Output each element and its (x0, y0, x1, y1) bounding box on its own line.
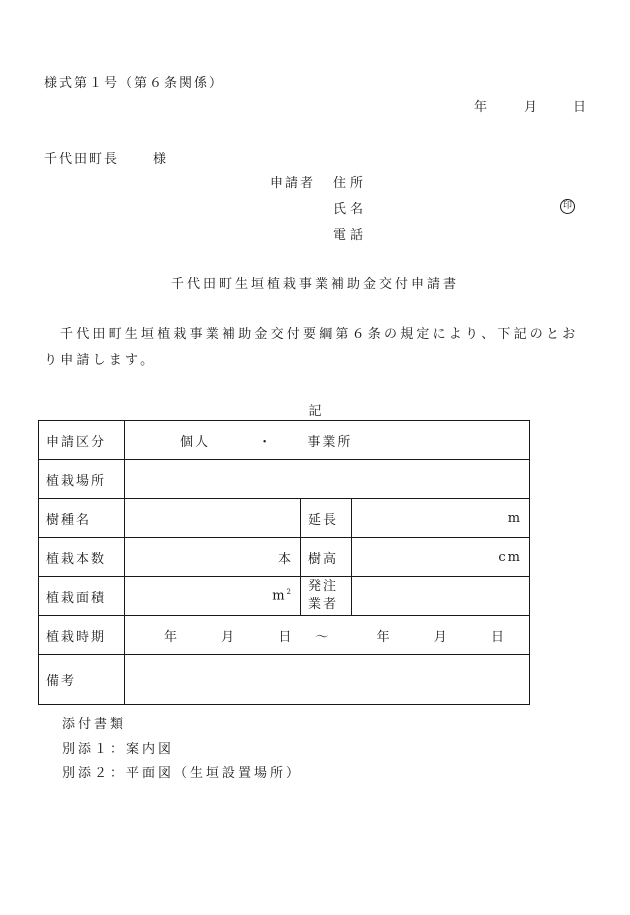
ki-heading: 記 (308, 404, 322, 419)
attachments-heading: 添付書類 (62, 717, 127, 732)
count-label: 植栽本数 (39, 538, 125, 577)
category-option-business[interactable]: 事業所 (307, 434, 353, 450)
area-unit-sup: 2 (286, 588, 293, 597)
category-option-individual[interactable]: 個人 (180, 434, 211, 450)
location-field[interactable] (125, 460, 530, 499)
row-period (39, 616, 530, 655)
body-text: 千代田町生垣植栽事業補助金交付要綱第６条の規定により、下記のとおり申請します。 (44, 327, 579, 368)
contractor-label (301, 577, 352, 616)
period-end-year: 年 (376, 629, 392, 645)
document-title: 千代田町生垣植栽事業補助金交付申請書 (170, 277, 459, 292)
count-field[interactable] (125, 538, 301, 577)
remarks-label: 備考 (39, 655, 125, 705)
date-year-label: 年 (474, 100, 490, 115)
date-month-label: 月 (524, 100, 540, 115)
row-species (39, 499, 530, 538)
applicant-label: 申請者 (270, 176, 316, 191)
contractor-field[interactable] (352, 577, 530, 616)
form-number: 様式第１号（第６条関係） (44, 76, 225, 91)
species-field[interactable] (125, 499, 301, 538)
area-field[interactable] (125, 577, 301, 616)
category-label: 申請区分 (39, 421, 125, 460)
applicant-address-label: 住所 (333, 176, 368, 191)
row-count (39, 538, 530, 577)
length-label: 延長 (301, 499, 352, 538)
applicant-name-label: 氏名 (333, 202, 368, 217)
period-start-month: 月 (221, 629, 237, 645)
addressee-honorific: 様 (153, 152, 169, 167)
height-unit: cm (498, 549, 523, 565)
height-label: 樹高 (301, 538, 352, 577)
height-field[interactable] (352, 538, 530, 577)
row-category (39, 421, 530, 460)
row-area (39, 577, 530, 616)
application-table (38, 420, 530, 705)
date-day-label: 日 (573, 100, 589, 115)
period-start-day: 日 (278, 629, 294, 645)
area-unit: m (272, 588, 287, 604)
seal-mark: 印 (560, 199, 575, 214)
area-label: 植栽面積 (39, 577, 125, 616)
period-end-month: 月 (433, 629, 449, 645)
category-separator: ・ (258, 434, 274, 450)
contractor-label-line1: 発注 (308, 579, 339, 594)
count-unit: 本 (277, 551, 293, 567)
period-end-day: 日 (490, 629, 506, 645)
row-remarks (39, 655, 530, 705)
attachment-item-1: 別添１：案内図 (62, 742, 175, 757)
row-location (39, 460, 530, 499)
period-tilde: ～ (315, 629, 331, 645)
location-label: 植栽場所 (39, 460, 125, 499)
length-unit: m (507, 510, 523, 526)
applicant-phone-label: 電話 (333, 228, 368, 243)
length-field[interactable] (352, 499, 530, 538)
period-start-year: 年 (164, 629, 180, 645)
contractor-label-line2: 業者 (308, 597, 339, 612)
addressee (44, 148, 168, 167)
addressee-name: 千代田町長 (44, 152, 120, 167)
period-field[interactable] (125, 616, 530, 655)
period-label: 植栽時期 (39, 616, 125, 655)
species-label: 樹種名 (39, 499, 125, 538)
category-options (125, 421, 530, 460)
remarks-field[interactable] (125, 655, 530, 705)
attachment-item-2: 別添２：平面図（生垣設置場所） (62, 766, 303, 781)
